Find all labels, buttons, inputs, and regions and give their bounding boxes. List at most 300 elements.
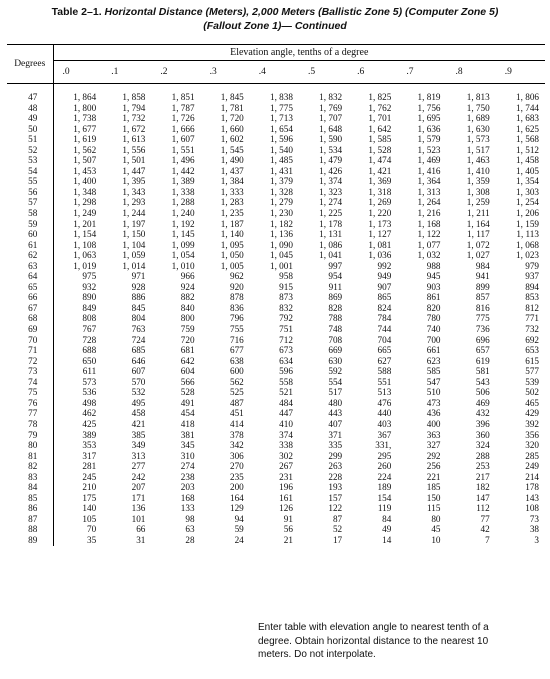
- degree-cell: 78: [7, 419, 53, 430]
- table-row: [7, 176, 545, 187]
- distance-cell: 577: [525, 366, 539, 377]
- distance-cell: 443: [328, 408, 343, 419]
- distance-cell: 217: [475, 471, 490, 482]
- distance-cell: 570: [131, 376, 146, 387]
- distance-cell: 1, 192: [171, 218, 195, 229]
- distance-cell: 1, 732: [122, 113, 146, 124]
- distance-cell: 1, 099: [171, 239, 195, 250]
- distance-cell: 1, 122: [417, 229, 441, 240]
- distance-cell: 941: [475, 271, 490, 282]
- degree-cell: 84: [7, 482, 53, 493]
- distance-cell: 1, 063: [73, 250, 97, 261]
- distance-cell: 1, 313: [417, 186, 441, 197]
- distance-cell: 200: [229, 482, 244, 493]
- distance-cell: 164: [229, 492, 244, 503]
- distance-cell: 1, 095: [220, 239, 244, 250]
- degree-cell: 66: [7, 292, 53, 303]
- distance-cell: 129: [229, 503, 244, 514]
- distance-cell: 1, 775: [269, 102, 293, 113]
- distance-cell: 10: [431, 534, 441, 545]
- distance-cell: 1, 374: [319, 176, 343, 187]
- distance-cell: 665: [377, 345, 392, 356]
- degree-cell: 54: [7, 166, 53, 177]
- distance-cell: 295: [377, 450, 392, 461]
- distance-cell: 992: [377, 260, 392, 271]
- distance-cell: 619: [475, 355, 490, 366]
- distance-cell: 77: [480, 513, 490, 524]
- distance-cell: 421: [131, 418, 146, 429]
- distance-cell: 70: [87, 524, 97, 535]
- degree-cell: 57: [7, 197, 53, 208]
- distance-cell: 1, 496: [171, 155, 195, 166]
- distance-cell: 1, 556: [122, 144, 146, 155]
- distance-cell: 1, 534: [319, 144, 343, 155]
- table-row: [7, 240, 545, 251]
- distance-cell: 1, 769: [319, 102, 343, 113]
- table-row: [7, 303, 545, 314]
- column-header: .2: [151, 61, 200, 84]
- distance-cell: 704: [377, 334, 392, 345]
- distance-cell: 517: [328, 387, 343, 398]
- distance-cell: 1, 562: [73, 144, 97, 155]
- table-row: [7, 219, 545, 230]
- distance-cell: 1, 041: [319, 250, 343, 261]
- distance-cell: 1, 259: [466, 197, 490, 208]
- distance-cell: 716: [229, 334, 244, 345]
- distance-cell: 59: [234, 524, 244, 535]
- distance-cell: 890: [82, 292, 97, 303]
- distance-cell: 804: [131, 313, 146, 324]
- distance-cell: 615: [525, 355, 539, 366]
- distance-cell: 249: [525, 461, 539, 472]
- distance-cell: 954: [328, 271, 343, 282]
- distance-cell: 214: [525, 471, 539, 482]
- distance-cell: 849: [82, 302, 97, 313]
- distance-cell: 45: [431, 524, 441, 535]
- table-row: [7, 482, 545, 493]
- distance-cell: 178: [525, 482, 539, 493]
- distance-cell: 1, 490: [220, 155, 244, 166]
- distance-cell: 1, 672: [122, 123, 146, 134]
- distance-cell: 521: [279, 387, 293, 398]
- distance-cell: 562: [229, 376, 244, 387]
- distance-cell: 87: [332, 513, 343, 524]
- distance-cell: 94: [234, 513, 244, 524]
- table-row: [7, 145, 545, 156]
- distance-cell: 476: [377, 397, 392, 408]
- distance-cell: 136: [131, 503, 146, 514]
- distance-cell: 945: [426, 271, 441, 282]
- distance-cell: 1, 695: [417, 113, 441, 124]
- distance-cell: 861: [426, 292, 441, 303]
- distance-cell: 820: [426, 302, 441, 313]
- degree-cell: 68: [7, 313, 53, 324]
- distance-cell: 1, 800: [73, 102, 97, 113]
- distance-cell: 353: [82, 440, 97, 451]
- distance-cell: 1, 086: [319, 239, 343, 250]
- degree-cell: 64: [7, 271, 53, 282]
- distance-cell: 728: [82, 334, 97, 345]
- distance-cell: 324: [475, 440, 490, 451]
- distance-cell: 1, 474: [368, 155, 392, 166]
- distance-cell: 465: [525, 397, 539, 408]
- distance-cell: 1, 744: [516, 102, 539, 113]
- distance-cell: 189: [377, 482, 392, 493]
- distance-cell: 792: [279, 313, 293, 324]
- distance-cell: 1, 642: [368, 123, 392, 134]
- distance-cell: 253: [475, 461, 490, 472]
- distance-cell: 1, 666: [171, 123, 195, 134]
- distance-cell: 1, 136: [269, 229, 293, 240]
- distance-cell: 1, 512: [516, 144, 539, 155]
- distance-cell: 653: [525, 345, 539, 356]
- distance-cell: 932: [82, 281, 97, 292]
- distance-cell: 1, 182: [269, 218, 293, 229]
- distance-cell: 410: [279, 418, 293, 429]
- distance-cell: 915: [279, 281, 293, 292]
- distance-cell: 907: [377, 281, 392, 292]
- distance-cell: 688: [82, 345, 97, 356]
- distance-cell: 24: [234, 534, 244, 545]
- distance-cell: 1, 023: [516, 250, 539, 261]
- distance-cell: 313: [131, 450, 146, 461]
- distance-cell: 1, 405: [516, 165, 539, 176]
- distance-cell: 196: [279, 482, 293, 493]
- distance-cell: 429: [525, 408, 539, 419]
- distance-cell: 1, 235: [220, 208, 244, 219]
- distance-cell: 1, 077: [417, 239, 441, 250]
- distance-cell: 1, 479: [319, 155, 343, 166]
- distance-cell: 975: [82, 271, 97, 282]
- distance-cell: 685: [131, 345, 146, 356]
- degree-cell: 63: [7, 261, 53, 272]
- distance-cell: 767: [82, 324, 97, 335]
- table-row: [7, 103, 545, 114]
- degree-cell: 50: [7, 124, 53, 135]
- distance-cell: 299: [328, 450, 343, 461]
- distance-cell: 1, 178: [319, 218, 343, 229]
- distance-cell: 1, 027: [466, 250, 490, 261]
- distance-cell: 1, 463: [466, 155, 490, 166]
- table-row: [7, 282, 545, 293]
- column-header: .3: [201, 61, 250, 84]
- distance-cell: 869: [328, 292, 343, 303]
- distance-cell: 1, 298: [73, 197, 97, 208]
- table-row: [7, 366, 545, 377]
- distance-cell: 763: [131, 324, 146, 335]
- distance-cell: 235: [229, 471, 244, 482]
- distance-cell: 182: [475, 482, 490, 493]
- distance-cell: 1, 369: [368, 176, 392, 187]
- distance-cell: 63: [185, 524, 195, 535]
- distance-cell: 1, 288: [171, 197, 195, 208]
- distance-cell: 1, 442: [171, 165, 195, 176]
- distance-cell: 1, 528: [368, 144, 392, 155]
- distance-cell: 1, 173: [368, 218, 392, 229]
- distance-cell: 491: [180, 397, 195, 408]
- distance-cell: 958: [279, 271, 293, 282]
- distance-cell: 270: [229, 461, 244, 472]
- distance-cell: 147: [475, 492, 490, 503]
- table-row: [7, 124, 545, 135]
- distance-cell: 49: [382, 524, 392, 535]
- distance-cell: 882: [180, 292, 195, 303]
- distance-cell: 302: [279, 450, 293, 461]
- distance-cell: 1, 845: [220, 92, 244, 102]
- distance-cell: 1, 010: [171, 260, 195, 271]
- distance-cell: 623: [426, 355, 441, 366]
- distance-cell: 984: [475, 260, 490, 271]
- distance-cell: 736: [475, 324, 490, 335]
- distance-cell: 473: [426, 397, 441, 408]
- distance-cell: 708: [328, 334, 343, 345]
- distance-cell: 1, 726: [171, 113, 195, 124]
- table-row: [7, 524, 545, 535]
- distance-cell: 469: [475, 397, 490, 408]
- distance-cell: 1, 249: [73, 208, 97, 219]
- distance-cell: 771: [525, 313, 539, 324]
- distance-cell: 886: [131, 292, 146, 303]
- distance-cell: 607: [131, 366, 146, 377]
- distance-cell: 1, 274: [319, 197, 343, 208]
- column-header: .8: [447, 61, 496, 84]
- distance-cell: 360: [475, 429, 490, 440]
- distance-cell: 1, 318: [368, 186, 392, 197]
- distance-cell: 1, 431: [269, 165, 293, 176]
- distance-cell: 732: [525, 324, 539, 335]
- distance-cell: 1, 264: [417, 197, 441, 208]
- distance-cell: 528: [180, 387, 195, 398]
- distance-cell: 1, 230: [269, 208, 293, 219]
- distance-cell: 1, 677: [73, 123, 97, 134]
- distance-cell: 1, 660: [220, 123, 244, 134]
- distance-cell: 661: [426, 345, 441, 356]
- distance-cell: 1, 825: [368, 92, 392, 102]
- distance-cell: 657: [475, 345, 490, 356]
- distance-cell: 1, 738: [73, 113, 97, 124]
- distance-cell: 865: [377, 292, 392, 303]
- distance-cell: 115: [427, 503, 441, 514]
- table-row: [7, 377, 545, 388]
- distance-cell: 924: [180, 281, 195, 292]
- distance-cell: 1, 068: [516, 239, 539, 250]
- degree-cell: 51: [7, 134, 53, 145]
- distance-cell: 56: [283, 524, 293, 535]
- distance-cell: 558: [279, 376, 293, 387]
- distance-cell: 724: [131, 334, 146, 345]
- table-row: [7, 335, 545, 346]
- distance-cell: 840: [180, 302, 195, 313]
- distance-cell: 274: [180, 461, 195, 472]
- distance-cell: 84: [382, 513, 392, 524]
- distance-cell: 506: [475, 387, 490, 398]
- distance-cell: 1, 054: [171, 250, 195, 261]
- distance-cell: 677: [229, 345, 244, 356]
- distance-cell: 1, 447: [122, 165, 146, 176]
- distance-cell: 1, 568: [516, 134, 539, 145]
- column-header: .9: [496, 61, 545, 84]
- distance-cell: 894: [525, 281, 539, 292]
- distance-cell: 154: [377, 492, 392, 503]
- distance-cell: 1, 343: [122, 186, 146, 197]
- distance-cell: 281: [82, 461, 97, 472]
- distance-cell: 277: [131, 461, 146, 472]
- degree-cell: 80: [7, 440, 53, 451]
- distance-cell: 245: [82, 471, 97, 482]
- distance-cell: 845: [131, 302, 146, 313]
- distance-cell: 554: [328, 376, 343, 387]
- table-row: [7, 313, 545, 324]
- distance-cell: 573: [82, 376, 97, 387]
- distance-cell: 937: [525, 271, 539, 282]
- distance-cell: 1, 140: [220, 229, 244, 240]
- distance-cell: 513: [377, 387, 392, 398]
- table-row: [7, 387, 545, 398]
- table-row: [7, 292, 545, 303]
- distance-cell: 600: [229, 366, 244, 377]
- distance-cell: 1, 333: [220, 186, 244, 197]
- distance-cell: 1, 127: [368, 229, 392, 240]
- distance-cell: 751: [279, 324, 293, 335]
- distance-cell: 414: [229, 418, 244, 429]
- distance-cell: 1, 154: [73, 229, 97, 240]
- distance-cell: 1, 469: [417, 155, 441, 166]
- distance-cell: 696: [475, 334, 490, 345]
- distance-cell: 119: [377, 503, 392, 514]
- distance-cell: 681: [180, 345, 195, 356]
- distance-cell: 740: [426, 324, 441, 335]
- distance-cell: 1, 707: [319, 113, 343, 124]
- column-header-row: [7, 61, 545, 84]
- distance-cell: 824: [377, 302, 392, 313]
- distance-cell: 288: [475, 450, 490, 461]
- distance-cell: 356: [525, 429, 539, 440]
- distance-cell: 816: [475, 302, 490, 313]
- distance-cell: 634: [279, 355, 293, 366]
- distance-cell: 1, 750: [466, 102, 490, 113]
- distance-cell: 1, 416: [417, 165, 441, 176]
- table-row: [7, 197, 545, 208]
- degree-cell: 67: [7, 303, 53, 314]
- degree-cell: 73: [7, 366, 53, 377]
- distance-cell: 510: [426, 387, 441, 398]
- distance-cell: 495: [131, 397, 146, 408]
- distance-cell: 611: [82, 366, 97, 377]
- column-header: .7: [397, 61, 446, 84]
- distance-cell: 327: [426, 440, 441, 451]
- distance-cell: 1, 240: [171, 208, 195, 219]
- distance-cell: 1, 590: [319, 134, 343, 145]
- table-body: [7, 84, 545, 546]
- distance-cell: 418: [180, 418, 195, 429]
- distance-cell: 1, 293: [122, 197, 146, 208]
- distance-cell: 1, 303: [516, 186, 539, 197]
- distance-cell: 231: [279, 471, 293, 482]
- table-row: [7, 451, 545, 462]
- distance-cell: 971: [131, 271, 146, 282]
- table-row: [7, 514, 545, 525]
- distance-cell: 335: [328, 440, 343, 451]
- column-header: .4: [250, 61, 299, 84]
- distance-cell: 396: [475, 418, 490, 429]
- distance-cell: 1, 501: [122, 155, 146, 166]
- distance-cell: 669: [328, 345, 343, 356]
- distance-cell: 171: [131, 492, 146, 503]
- distance-cell: 221: [426, 471, 441, 482]
- distance-cell: 1, 787: [171, 102, 195, 113]
- degree-cell: 53: [7, 155, 53, 166]
- table-caption: Horizontal Distance (Meters), 2,000 Meters (Ballistic Zone 5) (Computer Zone 5): [104, 6, 499, 18]
- distance-cell: 1, 150: [122, 229, 146, 240]
- distance-cell: 38: [529, 524, 539, 535]
- distance-cell: 400: [426, 418, 441, 429]
- distance-cell: 1, 108: [73, 239, 97, 250]
- distance-cell: 1, 072: [466, 239, 490, 250]
- distance-cell: 1, 636: [417, 123, 441, 134]
- table-row: [7, 503, 545, 514]
- distance-cell: 588: [377, 366, 392, 377]
- distance-cell: 911: [328, 281, 343, 292]
- distance-cell: 1, 283: [220, 197, 244, 208]
- table-row: [7, 134, 545, 145]
- table-row: [7, 356, 545, 367]
- distance-cell: 331,: [375, 440, 392, 451]
- distance-cell: 3: [534, 534, 539, 545]
- distance-cell: 796: [229, 313, 244, 324]
- distance-cell: 498: [82, 397, 97, 408]
- degree-cell: 75: [7, 387, 53, 398]
- distance-cell: 828: [328, 302, 343, 313]
- table-row: [7, 208, 545, 219]
- distance-cell: 1, 081: [368, 239, 392, 250]
- degree-cell: 77: [7, 408, 53, 419]
- table-number: Table 2–1.: [51, 6, 102, 18]
- distance-cell: 1, 159: [516, 218, 539, 229]
- distance-cell: 1, 756: [417, 102, 441, 113]
- distance-cell: 1, 197: [122, 218, 146, 229]
- column-header: .6: [348, 61, 397, 84]
- distance-cell: 367: [377, 429, 392, 440]
- distance-cell: 385: [131, 429, 146, 440]
- distance-cell: 1, 762: [368, 102, 392, 113]
- table-row: [7, 535, 545, 546]
- distance-cell: 484: [279, 397, 293, 408]
- distance-cell: 440: [377, 408, 392, 419]
- distance-cell: 581: [475, 366, 490, 377]
- distance-cell: 42: [480, 524, 490, 535]
- distance-cell: 1, 225: [319, 208, 343, 219]
- degree-cell: 52: [7, 145, 53, 156]
- distance-cell: 1, 838: [269, 92, 293, 102]
- note-line-3: meters. Do not interpolate.: [258, 649, 376, 660]
- distance-cell: 1, 019: [73, 260, 97, 271]
- table-row: [7, 345, 545, 356]
- distance-cell: 1, 713: [269, 113, 293, 124]
- distance-cell: 627: [377, 355, 392, 366]
- distance-cell: 451: [229, 408, 244, 419]
- distance-cell: 242: [131, 471, 146, 482]
- distance-cell: 928: [131, 281, 146, 292]
- distance-cell: 260: [377, 461, 392, 472]
- distance-cell: 1, 045: [269, 250, 293, 261]
- distance-cell: 1, 164: [466, 218, 490, 229]
- distance-cell: 566: [180, 376, 195, 387]
- distance-cell: 1, 602: [220, 134, 244, 145]
- distance-cell: 1, 201: [73, 218, 97, 229]
- distance-cell: 604: [180, 366, 195, 377]
- distance-cell: 1, 090: [269, 239, 293, 250]
- distance-cell: 1, 254: [516, 197, 539, 208]
